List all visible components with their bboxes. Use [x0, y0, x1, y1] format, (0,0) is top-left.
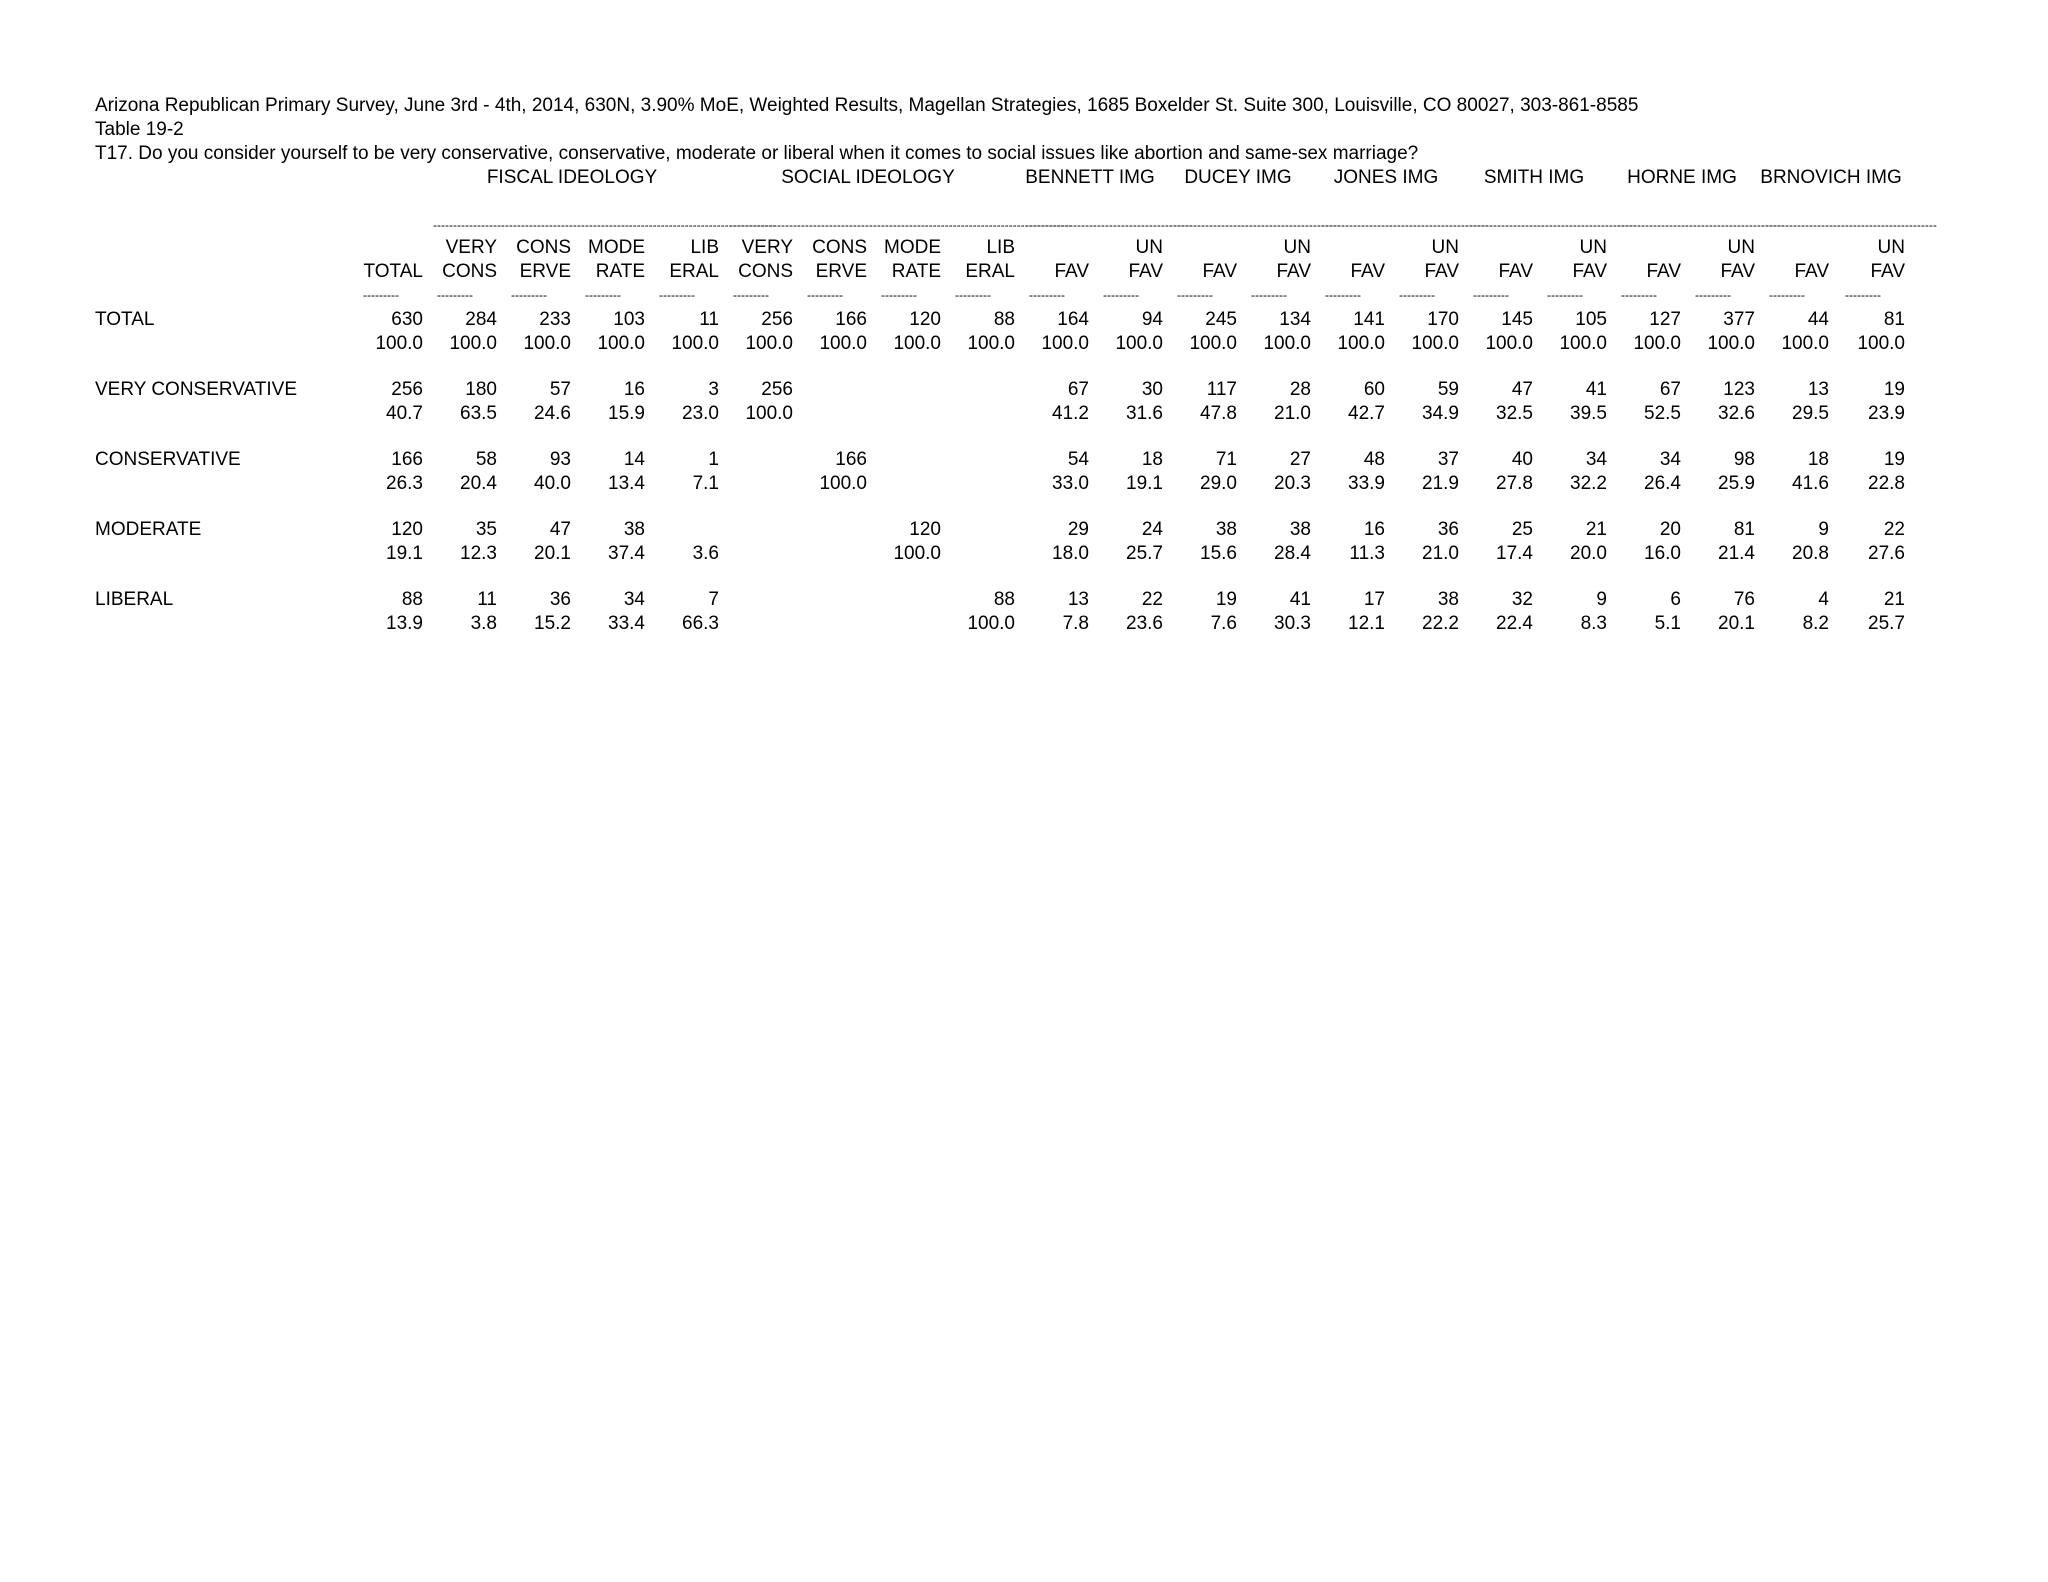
column-divider: ---------	[585, 288, 621, 302]
cell-count: 127	[1649, 309, 1681, 330]
column-header-line2: TOTAL	[363, 261, 423, 282]
group-header: DUCEY IMG	[1184, 167, 1292, 188]
cell-percent: 13.4	[608, 473, 645, 494]
column-header-line2: FAV	[1276, 261, 1311, 282]
cell-percent: 15.2	[534, 613, 571, 634]
cell-percent: 100.0	[1041, 333, 1089, 354]
cell-percent: 32.6	[1718, 403, 1755, 424]
cell-count: 18	[1141, 449, 1163, 470]
cell-count: 76	[1733, 589, 1755, 610]
cell-percent: 100.0	[671, 333, 719, 354]
cell-count: 19	[1883, 379, 1905, 400]
column-divider: ---------	[1473, 288, 1509, 302]
cell-count: 88	[993, 309, 1015, 330]
cell-count: 17	[1363, 589, 1385, 610]
cell-percent: 29.0	[1200, 473, 1237, 494]
cell-percent: 22.2	[1422, 613, 1459, 634]
cell-count: 14	[623, 449, 645, 470]
group-divider: ------------------------------------------	[1321, 218, 1489, 232]
cell-percent: 100.0	[597, 333, 645, 354]
cell-count: 3	[708, 379, 719, 400]
cell-count: 34	[1585, 449, 1607, 470]
cell-count: 11	[477, 589, 497, 610]
column-header-line1: VERY	[741, 237, 793, 258]
cell-percent: 19.1	[1126, 473, 1163, 494]
cell-count: 166	[835, 309, 867, 330]
cell-count: 60	[1363, 379, 1385, 400]
cell-percent: 100.0	[967, 613, 1015, 634]
cell-count: 22	[1141, 589, 1163, 610]
cell-percent: 42.7	[1348, 403, 1385, 424]
column-header-line1: UN	[1283, 237, 1311, 258]
cell-percent: 21.0	[1422, 543, 1459, 564]
column-header-line1: MODE	[588, 237, 645, 258]
cell-percent: 24.6	[534, 403, 571, 424]
cell-count: 19	[1883, 449, 1905, 470]
cell-percent: 3.6	[692, 543, 719, 564]
column-divider: ---------	[881, 288, 917, 302]
cell-percent: 15.6	[1200, 543, 1237, 564]
column-divider: ---------	[955, 288, 991, 302]
cell-count: 34	[1659, 449, 1681, 470]
cell-count: 7	[708, 589, 719, 610]
cell-count: 18	[1807, 449, 1829, 470]
group-header: SMITH IMG	[1483, 167, 1585, 188]
cell-percent: 25.7	[1868, 613, 1905, 634]
column-divider: ---------	[733, 288, 769, 302]
cell-count: 58	[475, 449, 497, 470]
column-header-line1: CONS	[516, 237, 571, 258]
cell-percent: 26.3	[386, 473, 423, 494]
cell-count: 630	[391, 309, 423, 330]
cell-count: 19	[1215, 589, 1237, 610]
cell-percent: 18.0	[1052, 543, 1089, 564]
column-divider: ---------	[1547, 288, 1583, 302]
cell-percent: 22.4	[1496, 613, 1533, 634]
cell-percent: 47.8	[1200, 403, 1237, 424]
column-divider: ---------	[659, 288, 695, 302]
column-divider: ---------	[1177, 288, 1213, 302]
cell-percent: 29.5	[1792, 403, 1829, 424]
cell-percent: 21.4	[1718, 543, 1755, 564]
cell-count: 21	[1883, 589, 1905, 610]
cell-percent: 26.4	[1644, 473, 1681, 494]
cell-percent: 41.6	[1792, 473, 1829, 494]
cell-count: 120	[909, 519, 941, 540]
group-header: JONES IMG	[1333, 167, 1439, 188]
cell-count: 30	[1141, 379, 1163, 400]
column-header-line2: CONS	[442, 261, 497, 282]
column-header-line1: CONS	[812, 237, 867, 258]
cell-count: 88	[401, 589, 423, 610]
cell-count: 120	[391, 519, 423, 540]
cell-count: 233	[539, 309, 571, 330]
question-text: T17. Do you consider yourself to be very conservative, conservative, moderate or liberal when it comes to social issues like abortion and same-sex marriage?	[95, 143, 1419, 164]
cell-percent: 17.4	[1496, 543, 1533, 564]
cell-percent: 40.0	[534, 473, 571, 494]
cell-count: 13	[1807, 379, 1829, 400]
column-divider: ---------	[363, 288, 399, 302]
cell-count: 27	[1289, 449, 1311, 470]
cell-percent: 13.9	[386, 613, 423, 634]
cell-count: 377	[1723, 309, 1755, 330]
cell-count: 38	[1289, 519, 1311, 540]
cell-percent: 100.0	[893, 543, 941, 564]
cell-count: 37	[1437, 449, 1459, 470]
cell-percent: 25.7	[1126, 543, 1163, 564]
cell-count: 67	[1067, 379, 1089, 400]
group-divider: --------------------------------------------------------------------------------------	[729, 218, 1073, 232]
cell-count: 32	[1511, 589, 1533, 610]
group-header: BRNOVICH IMG	[1760, 167, 1902, 188]
column-header-line2: ERAL	[965, 261, 1015, 282]
column-header-line1: VERY	[445, 237, 497, 258]
cell-count: 88	[993, 589, 1015, 610]
cell-count: 41	[1585, 379, 1607, 400]
column-header-line2: FAV	[1572, 261, 1607, 282]
cell-percent: 100.0	[1411, 333, 1459, 354]
column-header-line1: MODE	[884, 237, 941, 258]
cell-percent: 100.0	[1189, 333, 1237, 354]
cell-percent: 27.8	[1496, 473, 1533, 494]
column-header-line2: ERVE	[519, 261, 571, 282]
cell-percent: 27.6	[1868, 543, 1905, 564]
cell-count: 164	[1057, 309, 1089, 330]
column-divider: ---------	[807, 288, 843, 302]
cell-count: 1	[708, 449, 719, 470]
cell-count: 38	[1437, 589, 1459, 610]
column-divider: ---------	[1845, 288, 1881, 302]
group-divider: ------------------------------------------	[1617, 218, 1785, 232]
column-header-line2: FAV	[1054, 261, 1089, 282]
cell-percent: 100.0	[1559, 333, 1607, 354]
cell-count: 16	[1363, 519, 1385, 540]
column-header-line2: ERVE	[815, 261, 867, 282]
cell-count: 134	[1279, 309, 1311, 330]
column-header-line2: FAV	[1128, 261, 1163, 282]
cell-count: 71	[1215, 449, 1237, 470]
column-header-line1: UN	[1727, 237, 1755, 258]
cell-count: 170	[1427, 309, 1459, 330]
cell-percent: 33.9	[1348, 473, 1385, 494]
cell-count: 117	[1206, 379, 1237, 400]
column-header-line1: UN	[1579, 237, 1607, 258]
cell-count: 145	[1501, 309, 1533, 330]
column-header-line2: RATE	[595, 261, 645, 282]
cell-percent: 100.0	[1781, 333, 1829, 354]
cell-percent: 31.6	[1126, 403, 1163, 424]
cell-count: 38	[623, 519, 645, 540]
cell-count: 48	[1363, 449, 1385, 470]
cell-percent: 20.8	[1792, 543, 1829, 564]
cell-count: 9	[1818, 519, 1829, 540]
group-divider: ------------------------------------------	[1469, 218, 1637, 232]
column-header-line1: UN	[1135, 237, 1163, 258]
cell-percent: 20.3	[1274, 473, 1311, 494]
column-header-line2: FAV	[1350, 261, 1385, 282]
cell-count: 166	[391, 449, 423, 470]
column-divider: ---------	[1399, 288, 1435, 302]
cell-percent: 100.0	[819, 473, 867, 494]
cell-percent: 22.8	[1868, 473, 1905, 494]
cell-count: 103	[613, 309, 645, 330]
cell-percent: 100.0	[449, 333, 497, 354]
cell-percent: 63.5	[460, 403, 497, 424]
cell-percent: 100.0	[745, 403, 793, 424]
cell-count: 81	[1883, 309, 1905, 330]
cell-percent: 52.5	[1644, 403, 1681, 424]
cell-count: 256	[761, 309, 793, 330]
cell-percent: 5.1	[1654, 613, 1681, 634]
cell-percent: 100.0	[1485, 333, 1533, 354]
cell-percent: 20.1	[1718, 613, 1755, 634]
cell-count: 180	[465, 379, 497, 400]
cell-count: 16	[623, 379, 645, 400]
cell-percent: 25.9	[1718, 473, 1755, 494]
cell-percent: 100.0	[893, 333, 941, 354]
group-header: FISCAL IDEOLOGY	[486, 167, 658, 188]
column-header-line2: CONS	[738, 261, 793, 282]
cell-percent: 100.0	[1263, 333, 1311, 354]
cell-count: 54	[1067, 449, 1089, 470]
cell-count: 41	[1289, 589, 1311, 610]
cell-count: 81	[1733, 519, 1755, 540]
column-divider: ---------	[511, 288, 547, 302]
column-header-line1: LIB	[690, 237, 719, 258]
cell-percent: 8.2	[1802, 613, 1829, 634]
cell-count: 4	[1818, 589, 1829, 610]
cell-percent: 21.0	[1274, 403, 1311, 424]
column-header-line2: FAV	[1870, 261, 1905, 282]
cell-count: 123	[1723, 379, 1755, 400]
cell-count: 11	[699, 309, 719, 330]
cell-percent: 100.0	[523, 333, 571, 354]
row-label: VERY CONSERVATIVE	[95, 379, 298, 400]
cell-percent: 20.0	[1570, 543, 1607, 564]
cell-percent: 100.0	[1115, 333, 1163, 354]
cell-percent: 28.4	[1274, 543, 1311, 564]
survey-title: Arizona Republican Primary Survey, June 3rd - 4th, 2014, 630N, 3.90% MoE, Weighted Results, Magellan Strategies, 1685 Boxelder St. Suite 300, Louisville, CO 80027, 303-861-8585	[95, 95, 1639, 116]
cell-percent: 3.8	[470, 613, 497, 634]
group-header: BENNETT IMG	[1025, 167, 1155, 188]
cell-percent: 8.3	[1580, 613, 1607, 634]
group-divider: ------------------------------------------	[1173, 218, 1341, 232]
cell-percent: 100.0	[375, 333, 423, 354]
cell-percent: 37.4	[608, 543, 645, 564]
cell-count: 34	[623, 589, 645, 610]
cell-count: 120	[909, 309, 941, 330]
cell-percent: 100.0	[745, 333, 793, 354]
cell-percent: 7.6	[1210, 613, 1237, 634]
column-header-line2: ERAL	[669, 261, 719, 282]
cell-percent: 33.0	[1052, 473, 1089, 494]
cell-count: 67	[1659, 379, 1681, 400]
cell-percent: 12.1	[1348, 613, 1385, 634]
cell-count: 38	[1215, 519, 1237, 540]
cell-percent: 100.0	[967, 333, 1015, 354]
column-header-line2: FAV	[1424, 261, 1459, 282]
cell-count: 35	[475, 519, 497, 540]
column-header-line2: FAV	[1720, 261, 1755, 282]
cell-count: 94	[1141, 309, 1163, 330]
column-header-line1: UN	[1877, 237, 1905, 258]
column-divider: ---------	[1695, 288, 1731, 302]
cell-count: 93	[549, 449, 571, 470]
column-header-line1: LIB	[986, 237, 1015, 258]
cell-percent: 32.2	[1570, 473, 1607, 494]
column-header-line2: FAV	[1794, 261, 1829, 282]
column-header-line1: UN	[1431, 237, 1459, 258]
cell-percent: 23.0	[682, 403, 719, 424]
cell-count: 105	[1575, 309, 1607, 330]
cell-count: 13	[1067, 589, 1089, 610]
cell-percent: 19.1	[386, 543, 423, 564]
column-header-line2: FAV	[1498, 261, 1533, 282]
cell-percent: 33.4	[608, 613, 645, 634]
cell-percent: 23.9	[1868, 403, 1905, 424]
group-header: SOCIAL IDEOLOGY	[781, 167, 955, 188]
group-header: HORNE IMG	[1627, 167, 1737, 188]
cell-percent: 32.5	[1496, 403, 1533, 424]
column-header-line2: RATE	[891, 261, 941, 282]
cell-percent: 12.3	[460, 543, 497, 564]
cell-percent: 11.3	[1349, 543, 1385, 564]
cell-percent: 100.0	[819, 333, 867, 354]
cell-count: 284	[465, 309, 497, 330]
cell-count: 36	[1437, 519, 1459, 540]
cell-percent: 16.0	[1644, 543, 1681, 564]
cell-count: 47	[549, 519, 571, 540]
cell-count: 245	[1205, 309, 1237, 330]
cell-percent: 7.8	[1062, 613, 1089, 634]
column-divider: ---------	[1325, 288, 1361, 302]
column-header-line2: FAV	[1646, 261, 1681, 282]
cell-count: 20	[1659, 519, 1681, 540]
cell-count: 166	[835, 449, 867, 470]
cell-count: 25	[1511, 519, 1533, 540]
group-divider: --------------------------------------------------------------------------------------	[433, 218, 777, 232]
cell-percent: 20.4	[460, 473, 497, 494]
cell-count: 36	[549, 589, 571, 610]
cell-percent: 100.0	[1337, 333, 1385, 354]
cell-percent: 30.3	[1274, 613, 1311, 634]
cell-count: 21	[1585, 519, 1607, 540]
row-label: TOTAL	[95, 309, 155, 330]
column-divider: ---------	[1029, 288, 1065, 302]
row-label: LIBERAL	[95, 589, 174, 610]
cell-count: 98	[1733, 449, 1755, 470]
row-label: CONSERVATIVE	[95, 449, 241, 470]
cell-count: 256	[391, 379, 423, 400]
cell-percent: 40.7	[386, 403, 423, 424]
cell-percent: 41.2	[1052, 403, 1089, 424]
column-header-line2: FAV	[1202, 261, 1237, 282]
row-label: MODERATE	[95, 519, 202, 540]
cell-count: 44	[1807, 309, 1829, 330]
cell-percent: 20.1	[534, 543, 571, 564]
cell-count: 29	[1067, 519, 1089, 540]
group-divider: -------------------------------------------	[1765, 218, 1937, 232]
cell-percent: 15.9	[608, 403, 645, 424]
group-divider: ------------------------------------------	[1025, 218, 1193, 232]
cell-count: 6	[1670, 589, 1681, 610]
column-divider: ---------	[437, 288, 473, 302]
cell-count: 57	[549, 379, 571, 400]
column-divider: ---------	[1103, 288, 1139, 302]
column-divider: ---------	[1621, 288, 1657, 302]
cell-percent: 21.9	[1422, 473, 1459, 494]
cell-count: 47	[1511, 379, 1533, 400]
cell-count: 22	[1883, 519, 1905, 540]
cell-percent: 34.9	[1422, 403, 1459, 424]
cell-count: 9	[1596, 589, 1607, 610]
cell-percent: 100.0	[1633, 333, 1681, 354]
cell-percent: 100.0	[1857, 333, 1905, 354]
cell-percent: 39.5	[1570, 403, 1607, 424]
cell-percent: 23.6	[1126, 613, 1163, 634]
cell-count: 24	[1141, 519, 1163, 540]
cell-count: 40	[1511, 449, 1533, 470]
cell-count: 59	[1437, 379, 1459, 400]
cell-percent: 7.1	[692, 473, 719, 494]
table-number: Table 19-2	[95, 119, 184, 140]
column-divider: ---------	[1251, 288, 1287, 302]
cell-count: 256	[761, 379, 793, 400]
cell-percent: 66.3	[682, 613, 719, 634]
cell-count: 28	[1289, 379, 1311, 400]
cell-percent: 100.0	[1707, 333, 1755, 354]
column-divider: ---------	[1769, 288, 1805, 302]
cell-count: 141	[1353, 309, 1385, 330]
